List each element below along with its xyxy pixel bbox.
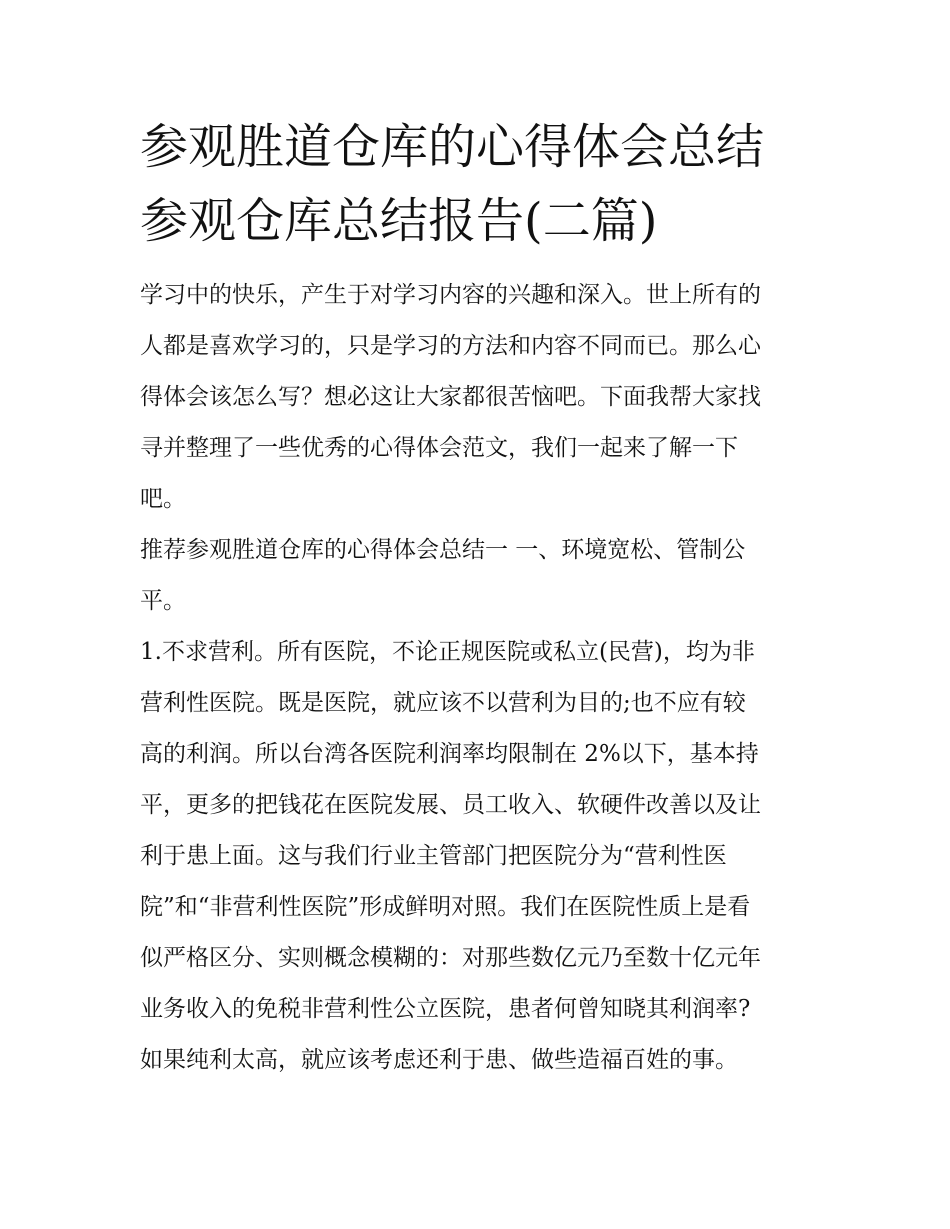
title-line-1: 参观胜道仓库的心得体会总结 [140, 119, 765, 175]
text-line: 业务收入的免税非营利性公立医院，患者何曾知晓其利润率? [140, 996, 751, 1022]
text-line: 利于患上面。这与我们行业主管部门把医院分为“营利性医 [140, 843, 727, 869]
document-title [140, 110, 820, 258]
text-line: 吧。 [140, 486, 186, 512]
text-line: 营利性医院。既是医院，就应该不以营利为目的;也不应有较 [140, 690, 746, 716]
text-line: 推荐参观胜道仓库的心得体会总结一 一、环境宽松、管制公 [140, 537, 746, 563]
text-line: 高的利润。所以台湾各医院利润率均限制在 2%以下，基本持 [140, 741, 759, 767]
title-line-2: 参观仓库总结报告(二篇) [140, 193, 658, 249]
text-line: 1.不求营利。所有医院，不论正规医院或私立(民营)，均为非 [140, 639, 755, 665]
text-line: 人都是喜欢学习的，只是学习的方法和内容不同而已。那么心 [140, 333, 761, 359]
text-line: 得体会该怎么写？想必这让大家都很苦恼吧。下面我帮大家找 [140, 384, 761, 410]
document-page [140, 110, 820, 1086]
text-line: 院”和“非营利性医院”形成鲜明对照。我们在医院性质上是看 [140, 894, 751, 920]
text-line: 如果纯利太高，就应该考虑还利于患、做些造福百姓的事。 [140, 1047, 738, 1073]
paragraph-point-1 [140, 627, 820, 1086]
text-line: 学习中的快乐，产生于对学习内容的兴趣和深入。世上所有的 [140, 282, 761, 308]
paragraph-section-heading [140, 525, 820, 627]
paragraph-intro [140, 270, 820, 525]
text-line: 寻并整理了一些优秀的心得体会范文，我们一起来了解一下 [140, 435, 738, 461]
text-line: 似严格区分、实则概念模糊的：对那些数亿元乃至数十亿元年 [140, 945, 761, 971]
title-spacer [140, 258, 820, 270]
text-line: 平。 [140, 588, 186, 614]
text-line: 平，更多的把钱花在医院发展、员工收入、软硬件改善以及让 [140, 792, 761, 818]
